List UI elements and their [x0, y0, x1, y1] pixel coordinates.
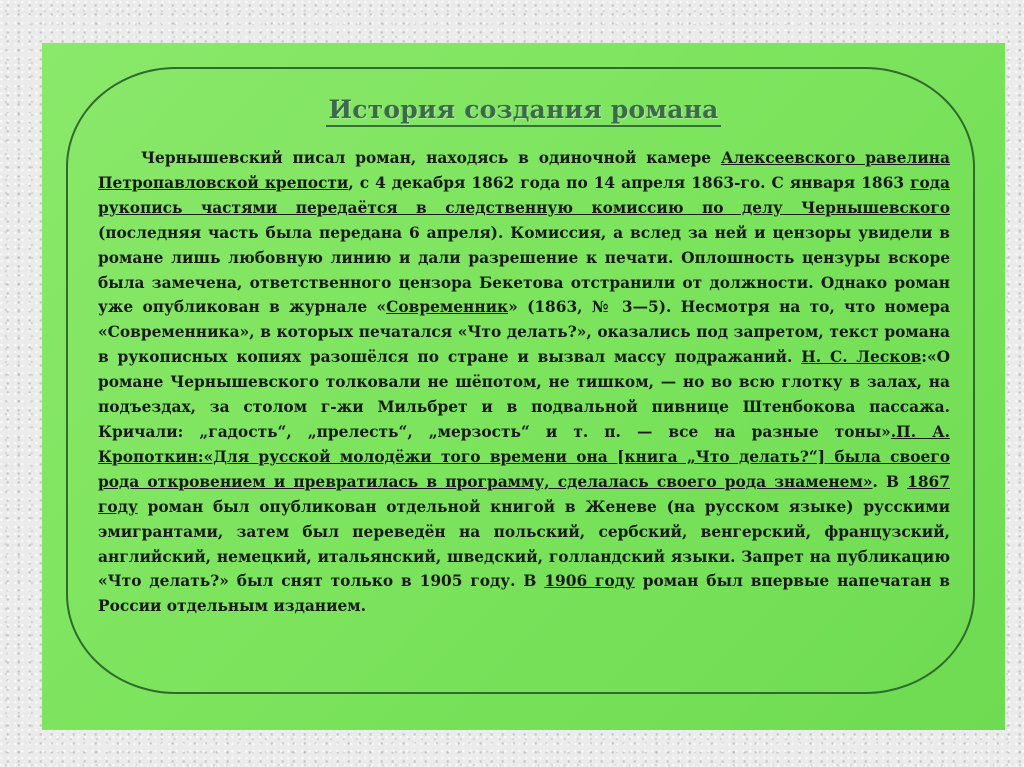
hyperlink[interactable]: Н. С. Лесков [801, 348, 922, 367]
hyperlink[interactable]: 1906 году [544, 572, 635, 591]
hyperlink[interactable]: Алексеевского равелина Петропавловской крепости [98, 149, 950, 192]
hyperlink[interactable]: года рукопись частями передаётся в следственную комиссию по делу Чернышевского [98, 173, 950, 217]
slide-title [42, 95, 1005, 127]
text-run: :«О романе Чернышевского толковали не шёпотом, не тишком, — но во всю глотку в залах, на подъездах, за столом г-жи Мильбрет и в подвальной пивнице Штенбокова пассажа. Кричали: „гадость“, „прелесть“, „мерзость“ и т. п. — все на разные тоны» [98, 348, 950, 441]
hyperlink[interactable]: .П. А. Кропоткин:«Для русской молодёжи того времени она [книга „Что делать?“] была своего рода откровением и превратилась в программу, сделалась своего рода знаменем» [98, 422, 950, 491]
text-run: . В [872, 472, 908, 491]
slide-panel [42, 43, 1005, 730]
text-run: (последняя часть была передана 6 апреля). Комиссия, а вслед за ней и цензоры увидели в романе лишь любовную линию и дали разрешение к печати. Оплошность цензуры вскоре была замечена, ответственного цензора Бекетова отстранили от должности. Однако роман уже опубликован в журнале « [98, 223, 950, 317]
text-run: роман был опубликован отдельной книгой в Женеве (на русском языке) русскими эмигрантами, затем был переведён на польский, сербский, венгерский, французский, английский, немецкий, итальянский, шведский, голландский языки. Запрет на публикацию «Что делать?» был снят только в 1905 году. В [98, 497, 950, 591]
hyperlink[interactable]: 1867 году [98, 472, 950, 516]
text-run: Чернышевский писал роман, находясь в одиночной камере [141, 149, 721, 167]
text-run: » (1863, № 3—5). Несмотря на то, что номера «Современника», в которых печатался «Что делать?», оказались под запретом, текст романа в рукописных копиях разошёлся по стране и вызвал массу подражаний. [98, 298, 950, 367]
text-run: , с 4 декабря 1862 года по 14 апреля 1863-го. С января 1863 [348, 173, 911, 192]
slide-title-text: История создания романа [326, 95, 720, 127]
body-paragraph [98, 146, 950, 619]
hyperlink[interactable]: Современник [386, 298, 509, 317]
text-run: роман был впервые напечатан в России отдельным изданием. [98, 572, 950, 616]
